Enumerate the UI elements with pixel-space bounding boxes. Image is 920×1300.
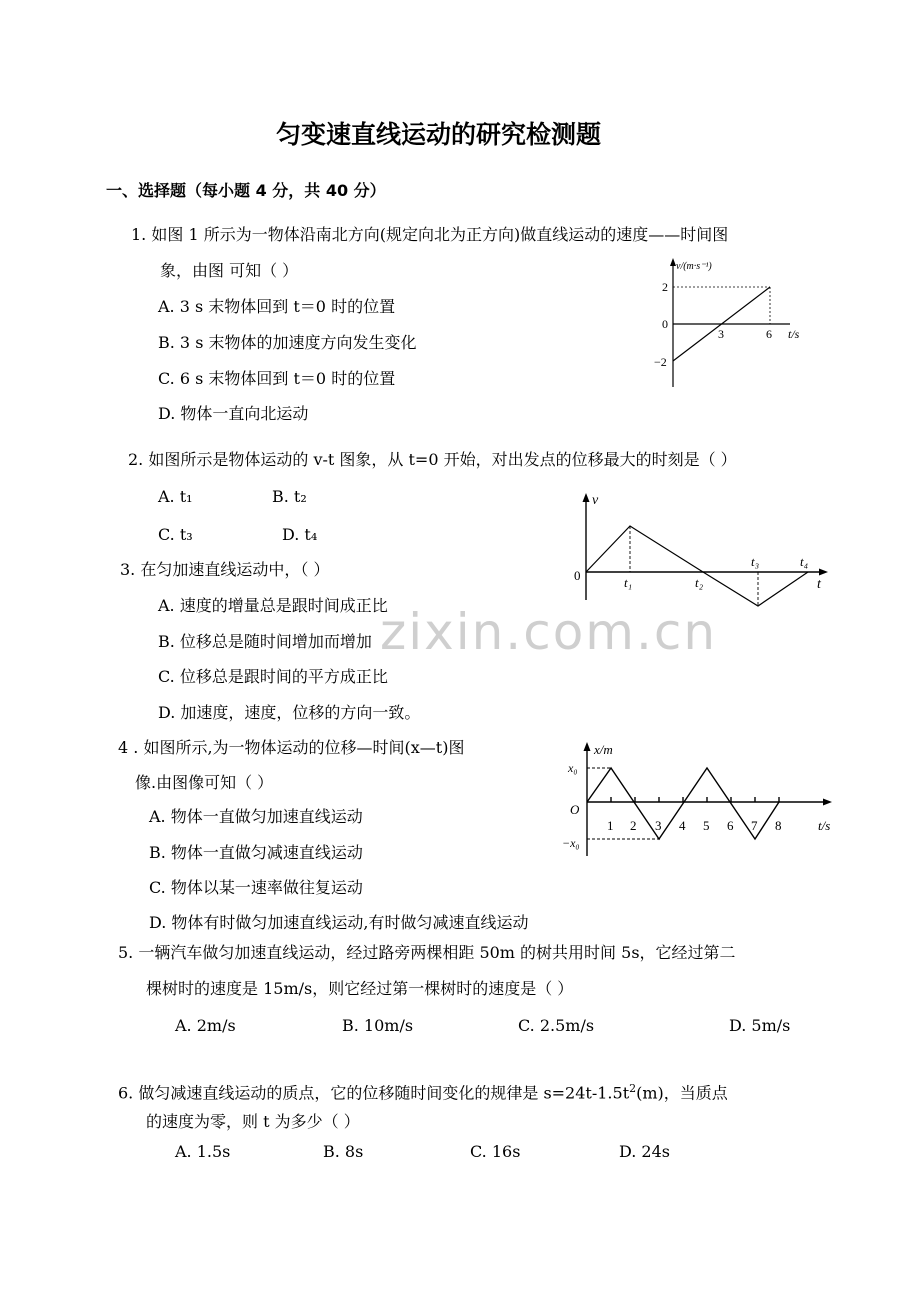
q3-option-d[interactable]: D. 加速度，速度，位移的方向一致。 (158, 703, 421, 722)
fig1-tick-0: 0 (662, 317, 668, 331)
fig1-xlabel: t/s (788, 327, 800, 341)
watermark: zixin.com.cn (380, 603, 718, 661)
q4-option-a[interactable]: A. 物体一直做匀加速直线运动 (149, 807, 363, 826)
q6-option-a[interactable]: A. 1.5s (175, 1142, 231, 1161)
fig1-tick-3: 3 (718, 327, 724, 341)
q4-stem-line1: 4 . 如图所示,为一物体运动的位移—时间(x—t)图 (118, 738, 465, 757)
q4-option-d[interactable]: D. 物体有时做匀加速直线运动,有时做匀减速直线运动 (149, 913, 529, 932)
fig2-label-t2: t₂ (695, 575, 704, 590)
fig3-origin: O (570, 802, 580, 817)
fig2-xlabel: t (817, 577, 821, 592)
q4-option-b[interactable]: B. 物体一直做匀减速直线运动 (149, 843, 363, 862)
fig3-tick-8: 8 (775, 818, 782, 833)
fig2-velocity-line (586, 526, 808, 606)
page-title: 匀变速直线运动的研究检测题 (276, 120, 602, 149)
fig3-ylabel: x/m (594, 742, 613, 757)
q6-stem-line1 (118, 1082, 728, 1103)
fig3-tick-5: 5 (703, 818, 710, 833)
figure-3-xt-graph (560, 738, 840, 863)
fig1-tick-neg2: −2 (654, 355, 667, 369)
q1-option-b[interactable]: B. 3 s 末物体的加速度方向发生变化 (158, 333, 417, 352)
fig3-tick-4: 4 (679, 818, 686, 833)
q2-option-c[interactable]: C. t₃ (158, 525, 193, 544)
q5-stem-line1: 5. 一辆汽车做匀加速直线运动，经过路旁两棵相距 50m 的树共用时间 5s，它经过第二 (118, 943, 736, 962)
fig3-tick-2: 2 (630, 818, 637, 833)
q3-option-b[interactable]: B. 位移总是随时间增加而增加 (158, 632, 372, 651)
fig3-ticks (611, 797, 779, 802)
fig2-ylabel: v (592, 493, 599, 508)
fig3-tick-7: 7 (751, 818, 758, 833)
q1-option-d[interactable]: D. 物体一直向北运动 (158, 404, 309, 423)
q6-stem-part2: (m)，当质点 (636, 1083, 728, 1103)
q5-stem-line2: 棵树时的速度是 15m/s，则它经过第一棵树时的速度是（ ） (146, 979, 574, 998)
fig2-y-arrow (583, 493, 590, 502)
section-heading: 一、选择题（每小题 4 分，共 40 分） (106, 181, 386, 200)
q3-option-c[interactable]: C. 位移总是跟时间的平方成正比 (158, 667, 388, 686)
q1-option-a[interactable]: A. 3 s 末物体回到 t＝0 时的位置 (158, 297, 396, 316)
q6-option-b[interactable]: B. 8s (323, 1142, 364, 1161)
fig3-tick-6: 6 (727, 818, 734, 833)
fig3-y-arrow (584, 742, 591, 751)
q2-option-b[interactable]: B. t₂ (272, 487, 307, 506)
q5-option-a[interactable]: A. 2m/s (175, 1016, 236, 1035)
q5-option-b[interactable]: B. 10m/s (342, 1016, 414, 1035)
q1-stem-line2: 象，由图 可知（ ） (160, 261, 299, 280)
q6-stem-line2: 的速度为零，则 t 为多少（ ） (146, 1112, 360, 1131)
fig1-tick-6: 6 (766, 327, 772, 341)
fig2-x-arrow (819, 569, 828, 576)
q6-stem-exponent: 2 (629, 1082, 637, 1095)
fig2-label-t4: t₄ (800, 554, 809, 569)
q6-stem-part1: 6. 做匀减速直线运动的质点，它的位移随时间变化的规律是 s=24t-1.5t (118, 1083, 630, 1103)
q3-stem: 3. 在匀加速直线运动中，（ ） (120, 560, 330, 579)
fig3-tick-3: 3 (655, 818, 662, 833)
q6-option-d[interactable]: D. 24s (619, 1142, 670, 1161)
fig3-xlabel: t/s (818, 818, 831, 833)
q2-option-d[interactable]: D. t₄ (282, 525, 318, 544)
fig3-x0: x₀ (568, 761, 578, 775)
fig3-negx0: −x₀ (562, 836, 580, 850)
q5-option-c[interactable]: C. 2.5m/s (518, 1016, 595, 1035)
q5-option-d[interactable]: D. 5m/s (729, 1016, 791, 1035)
fig3-x-arrow (823, 799, 832, 806)
q3-option-a[interactable]: A. 速度的增量总是跟时间成正比 (158, 596, 388, 615)
fig1-ylabel: v/(m·s⁻¹) (676, 261, 712, 272)
fig3-tick-1: 1 (607, 818, 614, 833)
q1-stem-line1: 1. 如图 1 所示为一物体沿南北方向(规定向北为正方向)做直线运动的速度——时间图 (131, 225, 729, 244)
fig2-origin: 0 (574, 568, 581, 583)
q6-option-c[interactable]: C. 16s (470, 1142, 521, 1161)
figure-2-vt-graph (568, 488, 833, 608)
fig1-tick-2: 2 (662, 280, 668, 294)
q4-option-c[interactable]: C. 物体以某一速率做往复运动 (149, 878, 363, 897)
q2-stem: 2. 如图所示是物体运动的 v-t 图象，从 t=0 开始，对出发点的位移最大的时刻是（ ） (128, 450, 737, 469)
q2-option-a[interactable]: A. t₁ (158, 487, 193, 506)
fig2-label-t3: t₃ (751, 554, 760, 569)
figure-1-vt-graph (640, 252, 820, 392)
q1-option-c[interactable]: C. 6 s 末物体回到 t＝0 时的位置 (158, 369, 396, 388)
q4-stem-line2: 像.由图像可知（ ） (135, 773, 274, 792)
fig2-label-t1: t₁ (624, 575, 633, 590)
